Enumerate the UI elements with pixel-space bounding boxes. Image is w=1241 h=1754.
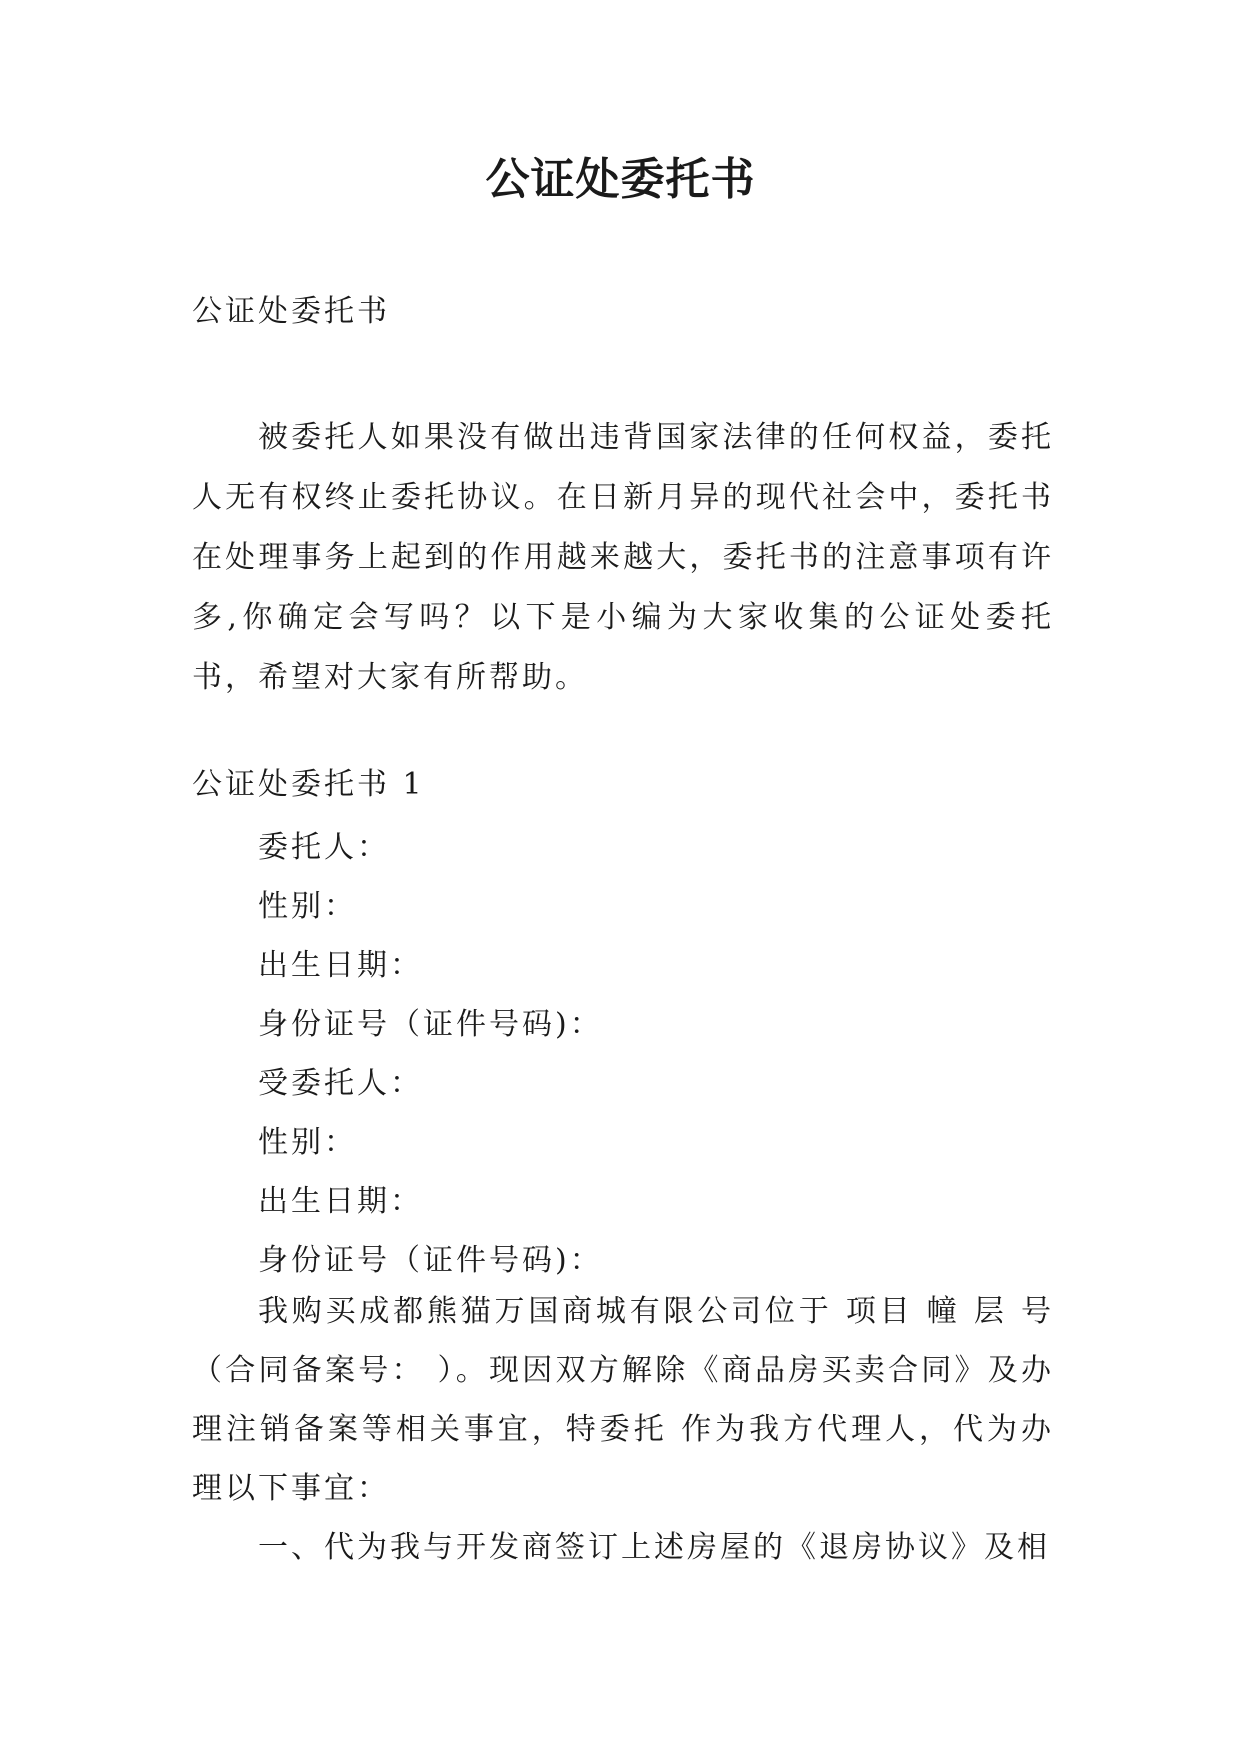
principal-id-number-field: 身份证号（证件号码)： (258, 1007, 603, 1042)
principal-name-field: 委托人： (258, 830, 390, 865)
agent-gender-field: 性别： (258, 1125, 357, 1160)
principal-birthdate-field: 出生日期： (258, 948, 423, 983)
party-field-list (258, 818, 1054, 1290)
intro-paragraph: 被委托人如果没有做出违背国家法律的任何权益，委托人无有权终止委托协议。在日新月异的现代社会中，委托书在处理事务上起到的作用越来越大，委托书的注意事项有许多,你确定会写吗？以下是小编为大家收集的公证处委托书，希望对大家有所帮助。 (192, 420, 1054, 695)
principal-gender-field: 性别： (258, 889, 357, 924)
document-title: 公证处委托书 (485, 154, 756, 205)
authorized-item-1: 一、代为我与开发商签订上述房屋的《退房协议》及相 (258, 1530, 1050, 1565)
agent-id-number-field: 身份证号（证件号码)： (258, 1243, 603, 1278)
agent-name-field: 受委托人： (258, 1066, 423, 1101)
section-heading: 公证处委托书 1 (192, 767, 425, 802)
document-subtitle: 公证处委托书 (192, 294, 390, 329)
agent-birthdate-field: 出生日期： (258, 1184, 423, 1219)
authorization-paragraph: 我购买成都熊猫万国商城有限公司位于 项目 幢 层 号（合同备案号： ）。现因双方解除《商品房买卖合同》及办理注销备案等相关事宜，特委托 作为我方代理人，代为办理以下事宜： (192, 1294, 1054, 1506)
